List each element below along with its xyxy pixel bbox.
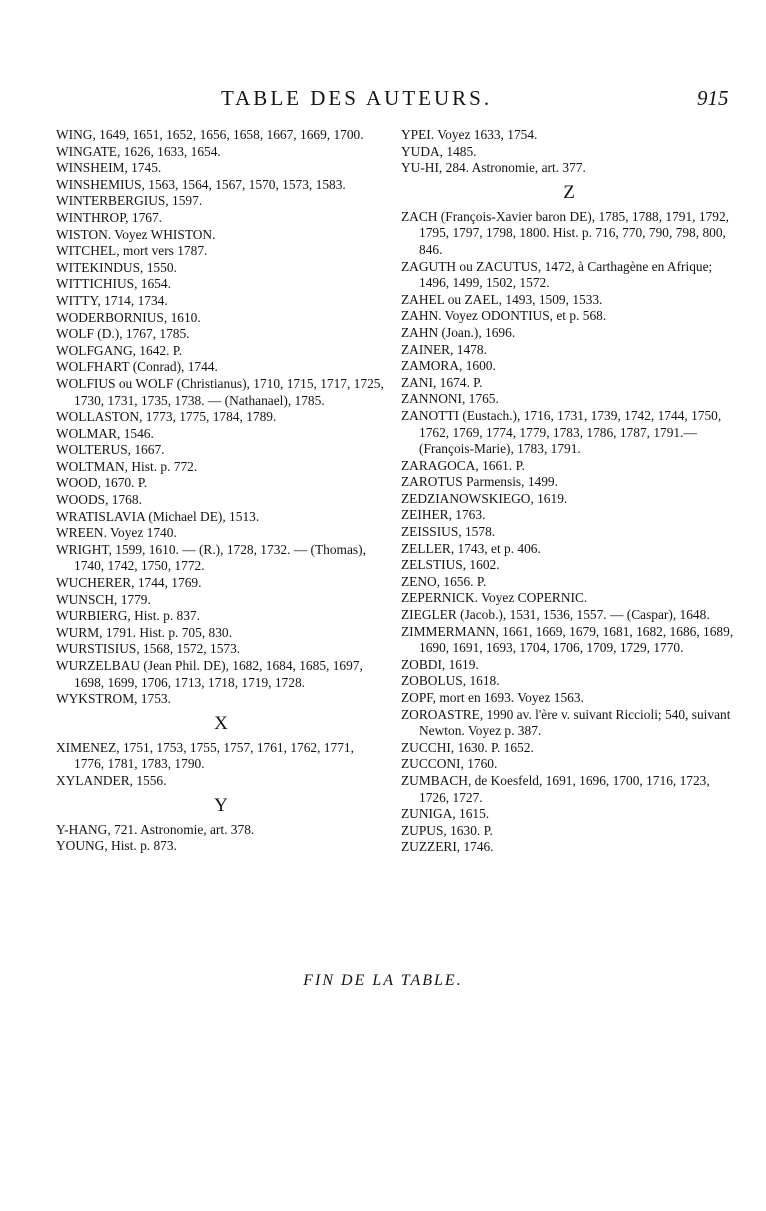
author-entry: WOOD, 1670. P. <box>56 475 148 491</box>
author-entry: ZAHN. Voyez ODONTIUS, et p. 568. <box>401 308 607 324</box>
author-entry: ZAHEL ou ZAEL, 1493, 1509, 1533. <box>401 291 603 307</box>
author-entry: WOLFIUS ou WOLF (Christianus), 1710, 1715, 1717, 1725, 1730, 1731, 1735, 1738. — (Nathanael), 1785. <box>56 375 384 408</box>
author-entry: ZUCCHI, 1630. P. 1652. <box>401 739 534 755</box>
author-entry: WOLF (D.), 1767, 1785. <box>56 326 190 342</box>
author-entry: WOLMAR, 1546. <box>56 425 154 441</box>
author-entry: ZANOTTI (Eustach.), 1716, 1731, 1739, 1742, 1744, 1750, 1762, 1769, 1774, 1779, 1783, 1786, 1787, 1791.—(François-Marie), 1783, 1791. <box>401 407 722 457</box>
author-entry: WURBIERG, Hist. p. 837. <box>56 608 200 624</box>
author-entry: XIMENEZ, 1751, 1753, 1755, 1757, 1761, 1762, 1771, 1776, 1781, 1783, 1790. <box>56 739 354 772</box>
left-column <box>56 127 386 855</box>
author-entry: ZUPUS, 1630. P. <box>401 822 493 838</box>
author-entry: ZELSTIUS, 1602. <box>401 557 500 573</box>
author-entry: ZAROTUS Parmensis, 1499. <box>401 474 558 490</box>
author-entry: YUDA, 1485. <box>401 143 477 159</box>
author-entry: WITCHEL, mort vers 1787. <box>56 243 208 259</box>
author-entry: ZAMORA, 1600. <box>401 358 496 374</box>
author-entry: XYLANDER, 1556. <box>56 772 167 788</box>
author-entry: ZAINER, 1478. <box>401 341 487 357</box>
author-entry: ZEPERNICK. Voyez COPERNIC. <box>401 590 588 606</box>
author-entry: WINGATE, 1626, 1633, 1654. <box>56 143 221 159</box>
author-entry: WOLTMAN, Hist. p. 772. <box>56 458 198 474</box>
author-entry: ZACH (François-Xavier baron DE), 1785, 1788, 1791, 1792, 1795, 1797, 1798, 1800. Hist. p. 716, 770, 790, 798, 800, 846. <box>401 208 730 257</box>
author-entry: WOLFGANG, 1642. P. <box>56 342 183 358</box>
author-entry: ZANI, 1674. P. <box>401 374 483 390</box>
section-letter-heading: Y <box>214 794 228 816</box>
author-entry: ZENO, 1656. P. <box>401 573 487 589</box>
author-entry: WINTHROP, 1767. <box>56 209 163 225</box>
author-entry: WURM, 1791. Hist. p. 705, 830. <box>56 624 232 640</box>
author-entry: Y-HANG, 721. Astronomie, art. 378. <box>56 821 255 837</box>
author-entry: ZIMMERMANN, 1661, 1669, 1679, 1681, 1682, 1686, 1689, 1690, 1691, 1693, 1704, 1706, 1709, 1729, 1770. <box>401 623 734 656</box>
author-entry: WINTERBERGIUS, 1597. <box>56 193 203 209</box>
author-entry: ZEISSIUS, 1578. <box>401 524 496 540</box>
author-entry: WITTY, 1714, 1734. <box>56 292 168 308</box>
author-entry: ZUMBACH, de Koesfeld, 1691, 1696, 1700, 1716, 1723, 1726, 1727. <box>401 772 710 805</box>
author-entry: WREEN. Voyez 1740. <box>56 525 177 541</box>
author-entry: WOLTERUS, 1667. <box>56 442 165 458</box>
page-number: 915 <box>697 86 729 110</box>
section-letter-heading: X <box>214 712 228 734</box>
author-entry: WRIGHT, 1599, 1610. — (R.), 1728, 1732. — (Thomas), 1740, 1742, 1750, 1772. <box>56 541 366 574</box>
author-entry: ZAGUTH ou ZACUTUS, 1472, à Carthagène en Afrique; 1496, 1499, 1502, 1572. <box>401 258 713 291</box>
author-entry: ZUZZERI, 1746. <box>401 839 494 855</box>
author-entry: WING, 1649, 1651, 1652, 1656, 1658, 1667, 1669, 1700. <box>56 127 364 142</box>
right-column <box>401 127 737 856</box>
author-entry: ZANNONI, 1765. <box>401 391 499 407</box>
author-entry: WUCHERER, 1744, 1769. <box>56 575 202 591</box>
author-entry: ZEIHER, 1763. <box>401 507 486 523</box>
author-entry: WISTON. Voyez WHISTON. <box>56 226 216 242</box>
author-entry: WUNSCH, 1779. <box>56 591 151 607</box>
author-entry: ZOBOLUS, 1618. <box>401 673 500 689</box>
author-entry: YPEI. Voyez 1633, 1754. <box>401 127 538 142</box>
author-entry: WINSHEMIUS, 1563, 1564, 1567, 1570, 1573, 1583. <box>56 176 346 192</box>
author-entry: WURZELBAU (Jean Phil. DE), 1682, 1684, 1685, 1697, 1698, 1699, 1706, 1713, 1718, 1719, 1728. <box>56 658 363 690</box>
end-of-table-note: FIN DE LA TABLE. <box>303 972 463 989</box>
author-entry: ZEDZIANOWSKIEGO, 1619. <box>401 490 568 506</box>
author-entry: ZOROASTRE, 1990 av. l'ère v. suivant Riccioli; 540, suivant Newton. Voyez p. 387. <box>401 706 731 739</box>
author-entry: WITTICHIUS, 1654. <box>56 276 171 292</box>
author-entry: WINSHEIM, 1745. <box>56 160 162 176</box>
author-entry: WITEKINDUS, 1550. <box>56 259 177 275</box>
page-title: TABLE DES AUTEURS. <box>221 86 493 110</box>
author-entry: WYKSTROM, 1753. <box>56 691 171 707</box>
author-entry: ZOBDI, 1619. <box>401 656 479 672</box>
author-entry: ZELLER, 1743, et p. 406. <box>401 540 541 556</box>
author-entry: WOLFHART (Conrad), 1744. <box>56 359 218 375</box>
author-entry: WODERBORNIUS, 1610. <box>56 309 201 325</box>
author-entry: WRATISLAVIA (Michael DE), 1513. <box>56 508 260 524</box>
author-entry: ZAHN (Joan.), 1696. <box>401 324 516 340</box>
author-entry: ZARAGOCA, 1661. P. <box>401 457 525 473</box>
author-entry: ZIEGLER (Jacob.), 1531, 1536, 1557. — (Caspar), 1648. <box>401 607 710 623</box>
section-letter-heading: Z <box>563 181 575 203</box>
author-entry: WURSTISIUS, 1568, 1572, 1573. <box>56 641 241 657</box>
author-entry: WOLLASTON, 1773, 1775, 1784, 1789. <box>56 409 277 425</box>
author-entry: ZUNIGA, 1615. <box>401 806 490 822</box>
author-entry: WOODS, 1768. <box>56 492 142 508</box>
author-entry: ZOPF, mort en 1693. Voyez 1563. <box>401 690 584 705</box>
author-entry: YU-HI, 284. Astronomie, art. 377. <box>401 160 586 176</box>
author-entry: ZUCCONI, 1760. <box>401 756 498 772</box>
author-entry: YOUNG, Hist. p. 873. <box>56 838 177 854</box>
